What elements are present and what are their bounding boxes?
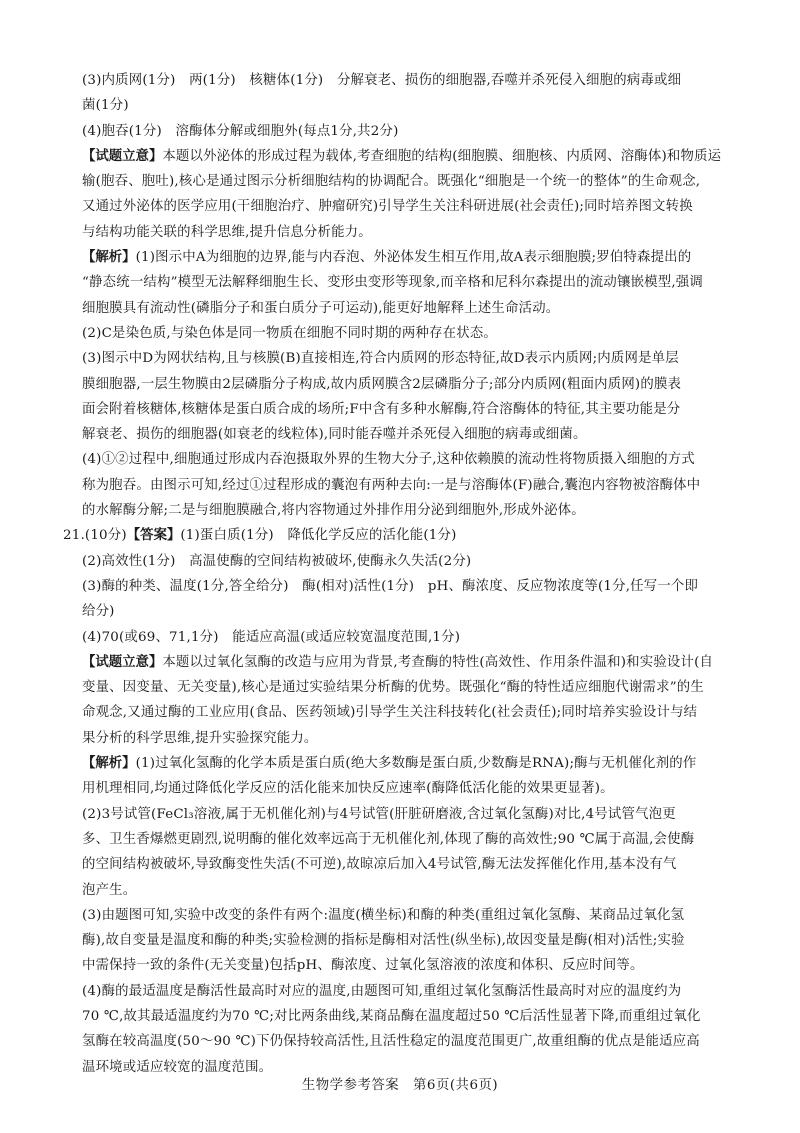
q20-analysis-line: 面会附着核糖体,核糖体是蛋白质合成的场所;F中含有多种水解酶,符合溶酶体的特征,其主要功能是分: [82, 401, 681, 417]
q20-analysis-line: 称为胞吞。由图示可知,经过①过程形成的囊泡有两种去向:一是与溶酶体(F)融合,囊泡内容物被溶酶体中: [82, 477, 701, 493]
q21-analysis-line: (4)酶的最适温度是酶活性最高时对应的温度,由题图可知,重组过氧化氢酶活性最高时对应的温度约为: [82, 983, 682, 999]
q21-analysis-line: 酶),故自变量是温度和酶的种类;实验检测的指标是酶相对活性(纵坐标),故因变量是酶(相对)活性;实验: [82, 933, 685, 949]
answer-tag: 【答案】: [126, 528, 181, 544]
q20-analysis-line: 的水解酶分解;二是与细胞膜融合,将内容物通过外排作用分泌到细胞外,形成外泌体。: [82, 503, 585, 519]
analysis-tag: 【解析】: [82, 250, 136, 266]
q20-analysis-line: (4)①②过程中,细胞通过形成内吞泡摄取外界的生物大分子,这种依赖膜的流动性将物质摄入细胞的方式: [82, 452, 695, 468]
q21-header-line: 21.(10分)【答案】(1)蛋白质(1分) 降低化学反应的活化能(1分): [63, 528, 457, 544]
q21-analysis-line: 氢酶在较高温度(50～90 ℃)下仍保持较高活性,且活性稳定的温度范围更广,故重组酶的优点是能适应高: [82, 1034, 700, 1050]
q20-answer-line-3-cont: 菌(1分): [82, 98, 129, 114]
q21-answer-line: (4)70(或69、71,1分) 能适应高温(或适应较宽温度范围,1分): [82, 629, 461, 645]
page-footer: 生物学参考答案 第6页(共6页): [301, 1078, 499, 1093]
q21-analysis-line: 中需保持一致的条件(无关变量)包括pH、酶浓度、过氧化氢溶液的浓度和体积、反应时间等。: [82, 958, 644, 974]
q20-analysis-line: 【解析】(1)图示中A为细胞的边界,能与内吞泡、外泌体发生相互作用,故A表示细胞膜;罗伯特森提出的: [82, 250, 692, 266]
q20-analysis-line: (2)C是染色质,与染色体是同一物质在细胞不同时期的两种存在状态。: [82, 325, 498, 341]
question-score: (10分): [84, 528, 127, 544]
q20-analysis-line: 解衰老、损伤的细胞器(如衰老的线粒体),同时能吞噬并杀死侵入细胞的病毒或细菌。: [82, 427, 587, 443]
q21-intent-line: 命观念,又通过酶的工业应用(食品、医药领域)引导学生关注科技转化(社会责任);同时培养实验设计与结: [82, 705, 698, 721]
q21-analysis-line: 泡产生。: [82, 882, 137, 898]
q21-answer-line: (2)高效性(1分) 高温使酶的空间结构被破坏,使酶永久失活(2分): [82, 553, 472, 569]
q21-analysis-line: 的空间结构被破坏,导致酶变性失活(不可逆),故晾凉后加入4号试管,酶无法发挥催化作用,基本没有气: [82, 857, 677, 873]
q21-analysis-line: 温环境或适应较宽的温度范围。: [82, 1059, 273, 1075]
q21-analysis-line: 用机理相同,均通过降低化学反应的活化能来加快反应速率(酶降低活化能的效果更显著)。: [82, 781, 614, 797]
q21-analysis-line: 70 ℃,故其最适温度约为70 ℃;对比两条曲线,某商品酶在温度超过50 ℃后活性显著下降,而重组过氧化: [82, 1008, 701, 1024]
question-number: 21.: [63, 528, 85, 544]
q20-intent-line: 与结构功能关联的科学思维,提升信息分析能力。: [82, 224, 372, 240]
intent-tag: 【试题立意】: [82, 148, 163, 164]
q20-analysis-line: 膜细胞器,一层生物膜由2层磷脂分子构成,故内质网膜含2层磷脂分子;部分内质网(粗面内质网)的膜表: [82, 376, 682, 392]
q21-answer-line: (3)酶的种类、温度(1分,答全给分) 酶(相对)活性(1分) pH、酶浓度、反应物浓度等(1分,任写一个即: [82, 578, 699, 594]
q21-analysis-line: 【解析】(1)过氧化氢酶的化学本质是蛋白质(绝大多数酶是蛋白质,少数酶是RNA);酶与无机催化剂的作: [82, 756, 697, 772]
q21-intent-line: 【试题立意】本题以过氧化氢酶的改造与应用为背景,考查酶的特性(高效性、作用条件温和)和实验设计(自: [82, 654, 714, 670]
q21-analysis-line: (3)由题图可知,实验中改变的条件有两个:温度(横坐标)和酶的种类(重组过氧化氢酶、某商品过氧化氢: [82, 907, 685, 923]
q20-analysis-line: “静态统一结构”模型无法解释细胞生长、变形虫变形等现象,而辛格和尼科尔森提出的流动镶嵌模型,强调: [82, 275, 703, 291]
q21-answer-line: 给分): [82, 604, 115, 620]
q20-intent-line: 【试题立意】本题以外泌体的形成过程为载体,考查细胞的结构(细胞膜、细胞核、内质网、溶酶体)和物质运: [82, 148, 722, 164]
q21-analysis-line: (2)3号试管(FeCl₃溶液,属于无机催化剂)与4号试管(肝脏研磨液,含过氧化氢酶)对比,4号试管气泡更: [82, 806, 676, 822]
analysis-tag: 【解析】: [82, 756, 136, 772]
q20-analysis-line: 细胞膜具有流动性(磷脂分子和蛋白质分子可运动),能更好地解释上述生命活动。: [82, 300, 560, 316]
q21-analysis-line: 多、卫生香爆燃更剧烈,说明酶的催化效率远高于无机催化剂,体现了酶的高效性;90 ℃属于高温,会使酶: [82, 831, 695, 847]
intent-tag: 【试题立意】: [82, 654, 163, 670]
q20-intent-line: 又通过外泌体的医学应用(干细胞治疗、肿瘤研究)引导学生关注科研进展(社会责任);同时培养图文转换: [82, 199, 693, 215]
q21-intent-line: 变量、因变量、无关变量),核心是通过实验结果分析酶的优势。既强化“酶的特性适应细胞代谢需求”的生: [82, 680, 704, 696]
q20-answer-line-4: (4)胞吞(1分) 溶酶体分解或细胞外(每点1分,共2分): [82, 123, 399, 139]
q20-intent-line: 输(胞吞、胞吐),核心是通过图示分析细胞结构的协调配合。既强化“细胞是一个统一的整体”的生命观念,: [82, 174, 701, 190]
q20-answer-line-3: (3)内质网(1分) 两(1分) 核糖体(1分) 分解衰老、损伤的细胞器,吞噬并杀死侵入细胞的病毒或细: [82, 73, 682, 88]
q21-intent-line: 果分析的科学思维,提升实验探究能力。: [82, 730, 318, 746]
q20-analysis-line: (3)图示中D为网状结构,且与核膜(B)直接相连,符合内质网的形态特征,故D表示内质网;内质网是单层: [82, 351, 679, 367]
